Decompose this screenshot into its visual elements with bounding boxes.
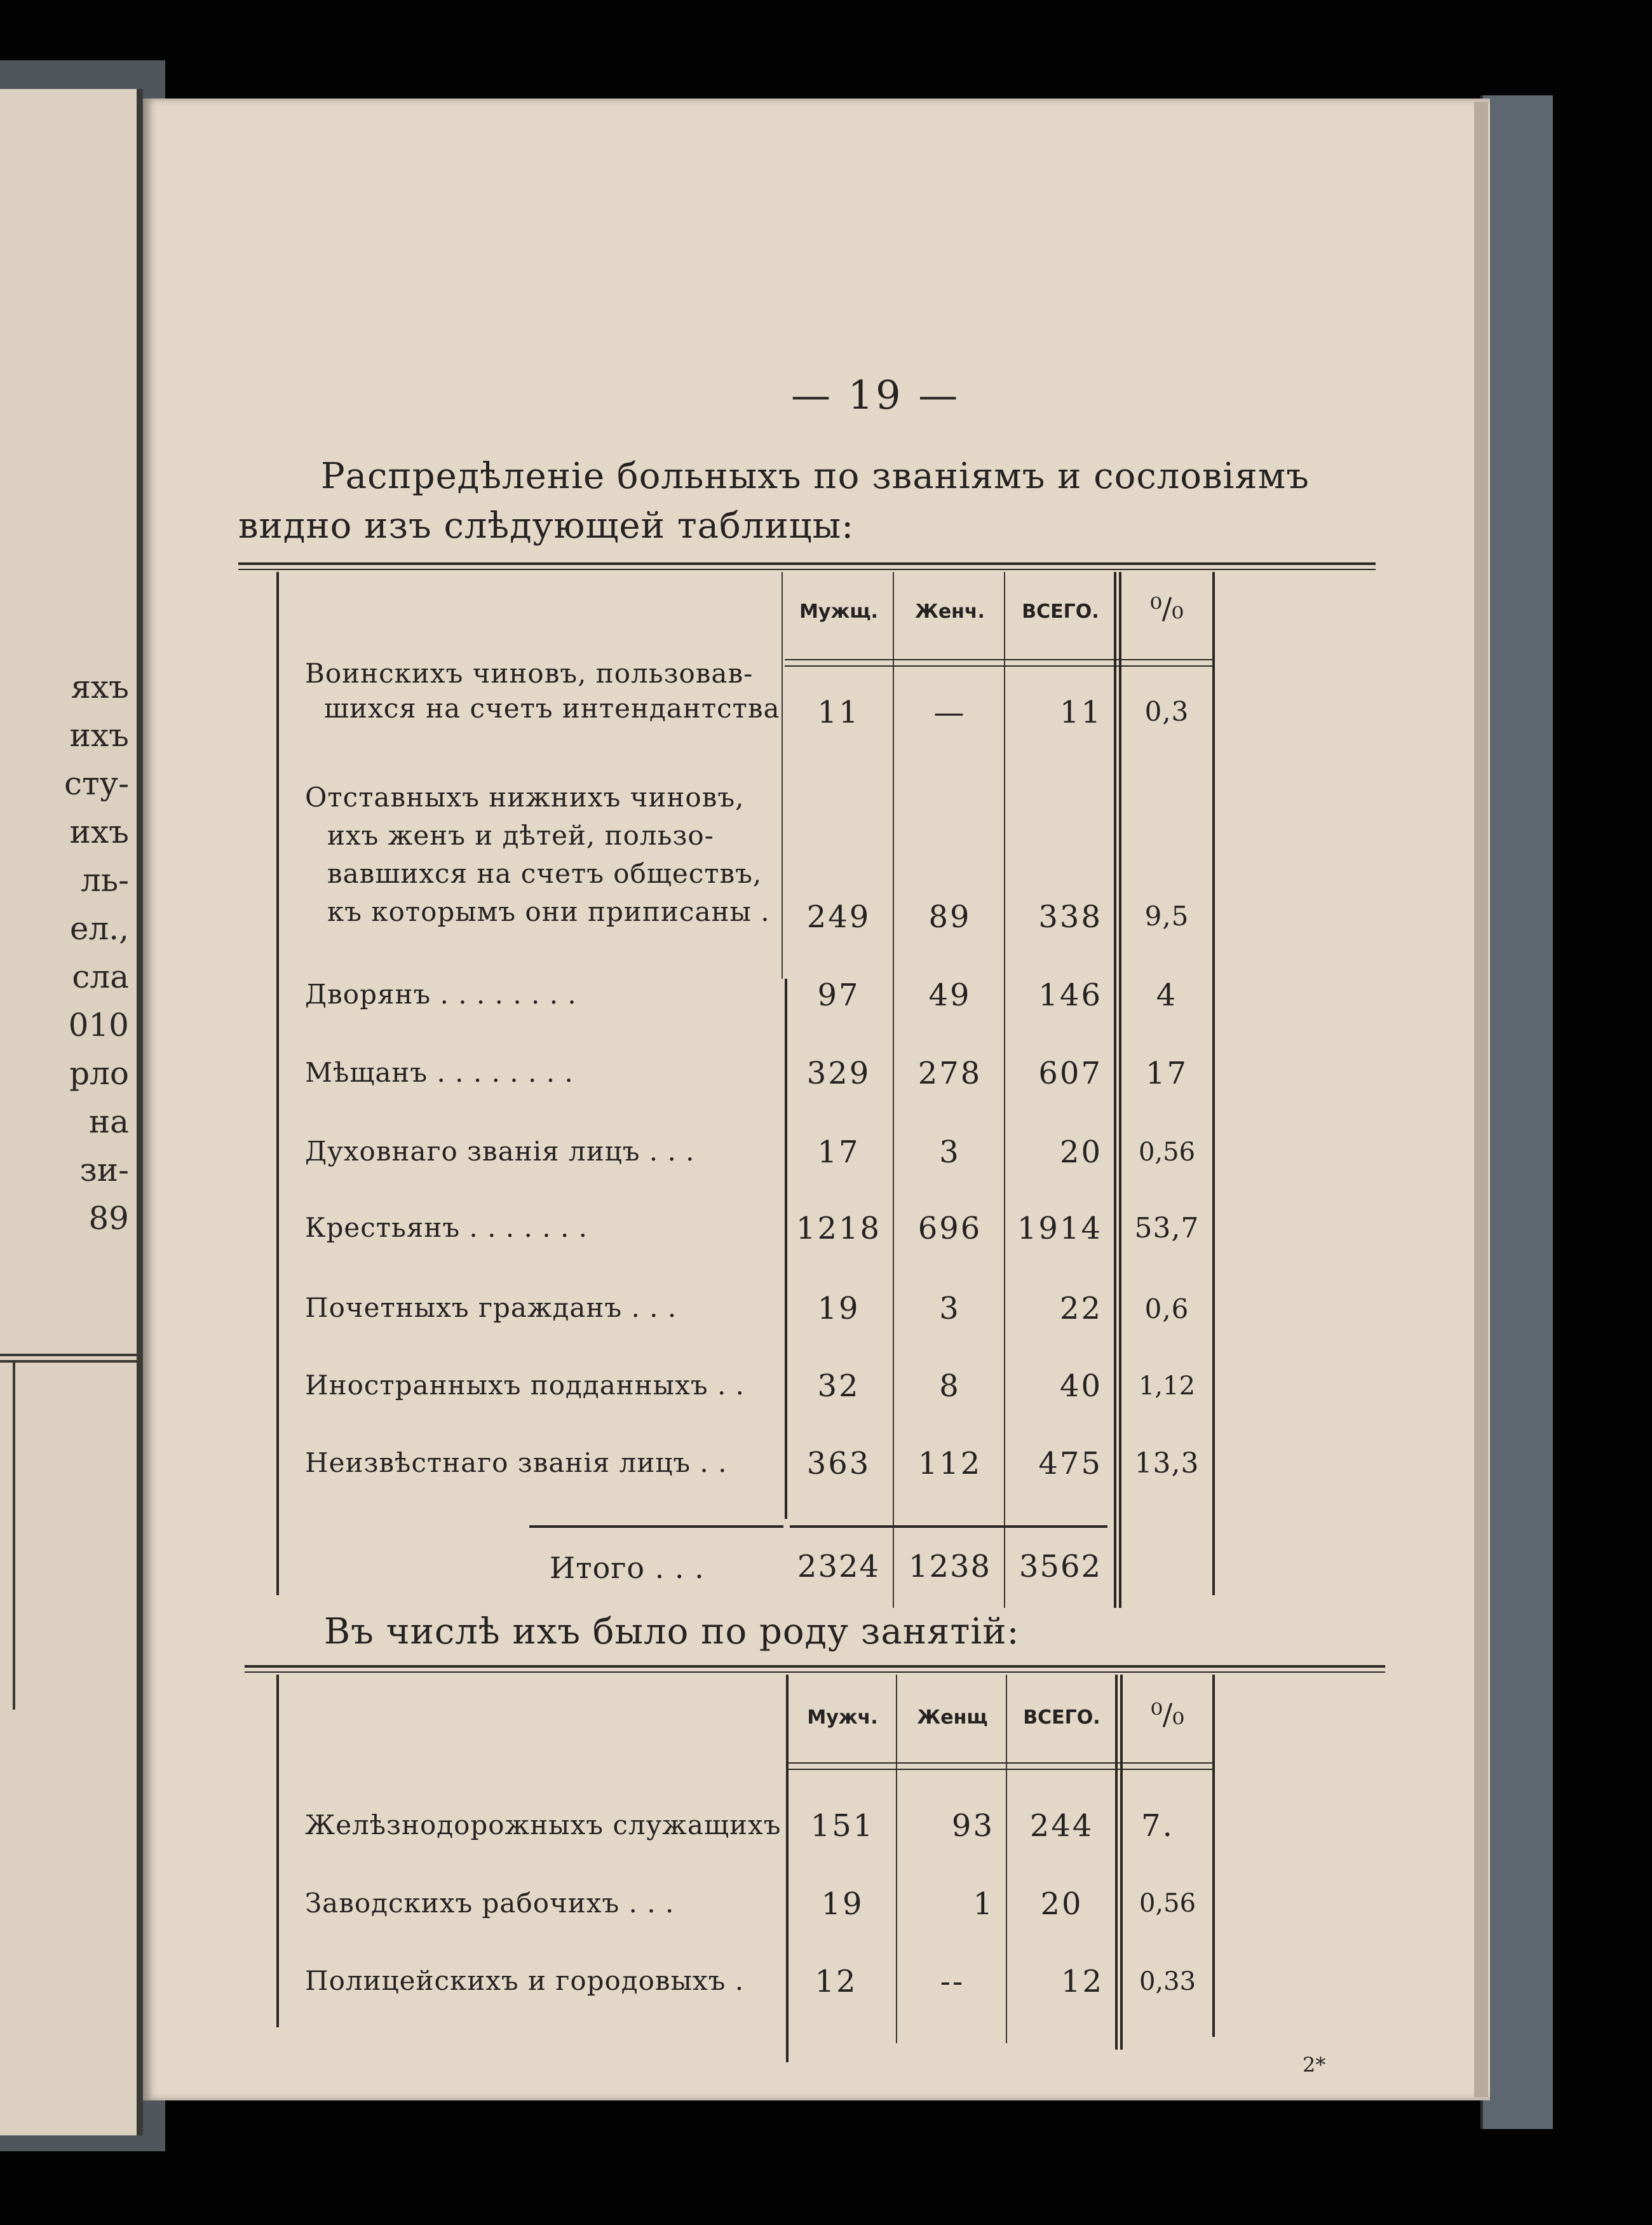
left-page-line: ихъ (69, 813, 129, 850)
table-left-border (276, 572, 279, 1595)
cell-women: 3 (939, 1134, 961, 1170)
cell-men: 12 (815, 1964, 858, 1999)
total-all: 3562 (1019, 1549, 1102, 1584)
table-right-border (1212, 1675, 1215, 2037)
table-top-rule (245, 1665, 1385, 1668)
cell-men: 97 (817, 977, 860, 1013)
left-page-line: 010 (68, 1007, 129, 1044)
cell-women: 93 (951, 1808, 994, 1844)
left-page-line: на (88, 1103, 129, 1140)
column-header-women: Женщ (917, 1706, 988, 1729)
cell-men: 11 (817, 695, 860, 730)
row-label: Крестьянъ . . . . . . . (305, 1212, 588, 1243)
left-page-line: ихъ (69, 717, 129, 754)
cell-percent: 0,56 (1139, 1889, 1196, 1918)
total-rule (529, 1525, 783, 1528)
left-page-table-line (13, 1360, 15, 1710)
cell-total: 607 (1038, 1056, 1102, 1091)
total-rule (790, 1525, 1107, 1528)
page-number: — 19 — (791, 372, 961, 418)
cell-percent: 53,7 (1134, 1212, 1200, 1244)
row-label: къ которымъ они приписаны . (327, 896, 770, 927)
cell-men: 32 (817, 1368, 860, 1404)
left-page-line: яхъ (71, 669, 129, 705)
header-rule (787, 1762, 1213, 1764)
cell-women: 89 (928, 899, 972, 935)
cell-men: 19 (817, 1291, 860, 1326)
table-column-line (1006, 1675, 1007, 2043)
cell-percent: 0,6 (1144, 1293, 1189, 1324)
table-column-line (896, 1675, 897, 2043)
left-page (0, 89, 143, 2135)
cell-men: 151 (810, 1808, 875, 1844)
cell-men: 17 (817, 1134, 860, 1170)
cell-women: — (933, 695, 966, 730)
column-header-total: ВСЕГО. (1023, 1706, 1100, 1729)
signature-mark: 2* (1303, 2053, 1326, 2077)
cell-percent: 7. (1141, 1808, 1174, 1844)
row-label: Почетныхъ гражданъ . . . (305, 1292, 677, 1323)
table-column-line (782, 572, 783, 979)
table-top-rule (245, 1671, 1385, 1673)
left-page-rule (0, 1360, 137, 1363)
cell-total: 22 (1059, 1291, 1102, 1326)
header-rule (785, 665, 1212, 667)
section-title: Въ числѣ ихъ было по роду занятій: (324, 1611, 1020, 1652)
left-page-line: ел., (69, 910, 129, 947)
left-page-line: сла (72, 958, 129, 995)
intro-text-line: Распредѣленіе больныхъ по званіямъ и сословіямъ (321, 456, 1310, 497)
row-label: Отставныхъ нижнихъ чиновъ, (305, 782, 745, 813)
row-label: вавшихся на счетъ обществъ, (327, 858, 762, 889)
cell-total: 475 (1038, 1446, 1102, 1481)
row-label: Дворянъ . . . . . . . . (305, 979, 577, 1010)
table-column-line (1004, 572, 1005, 1608)
cell-total: 1914 (1017, 1211, 1102, 1246)
column-header-men: Мужч. (807, 1706, 878, 1729)
left-page-line: зи- (79, 1152, 129, 1188)
table-column-line (786, 1675, 789, 2062)
table-column-line (1114, 572, 1116, 1608)
table-top-rule (238, 562, 1376, 565)
cell-women: 3 (939, 1291, 961, 1326)
cell-women: 49 (928, 977, 972, 1013)
total-label: Итого . . . (550, 1551, 705, 1585)
row-label: Мѣщанъ . . . . . . . . (305, 1057, 574, 1088)
header-rule (785, 659, 1212, 660)
header-rule (787, 1769, 1213, 1770)
page (143, 99, 1490, 2100)
cell-men: 329 (806, 1056, 871, 1091)
column-header-percent: ⁰/₀ (1150, 591, 1184, 625)
table-column-line (893, 572, 894, 1608)
row-label: шихся на счетъ интендантства (324, 693, 780, 724)
cell-men: 19 (821, 1886, 864, 1922)
cell-men: 1218 (796, 1211, 882, 1246)
table-column-line (1115, 1675, 1118, 2050)
intro-text-line: видно изъ слѣдующей таблицы: (238, 505, 855, 547)
cell-total: 12 (1060, 1964, 1104, 1999)
cell-total: 40 (1059, 1368, 1102, 1404)
row-label: Духовнаго званія лицъ . . . (305, 1136, 695, 1167)
cell-women: 112 (917, 1446, 982, 1481)
cell-total: 11 (1059, 695, 1102, 730)
total-women: 1238 (908, 1549, 992, 1584)
row-label: Иностранныхъ подданныхъ . . (305, 1370, 745, 1401)
cell-percent: 0,3 (1144, 696, 1189, 727)
cell-women: 696 (917, 1211, 982, 1246)
table-right-border (1212, 572, 1215, 1595)
total-men: 2324 (797, 1549, 881, 1584)
left-page-line: рло (69, 1055, 129, 1092)
row-label: Желѣзнодорожныхъ служащихъ (305, 1809, 782, 1841)
left-page-line: 89 (88, 1200, 129, 1237)
cell-percent: 1,12 (1138, 1371, 1196, 1401)
cell-men: 249 (806, 899, 871, 935)
left-page-line: ль- (81, 862, 129, 899)
cell-total: 244 (1029, 1808, 1094, 1844)
cell-men: 363 (806, 1446, 871, 1481)
column-header-total: ВСЕГО. (1022, 601, 1099, 623)
cell-percent: 17 (1145, 1056, 1189, 1091)
page-edge (1474, 102, 1488, 2097)
table-left-border (276, 1675, 279, 2027)
cell-total: 20 (1059, 1134, 1102, 1170)
cell-women: 278 (917, 1056, 982, 1091)
book-cover-right (1480, 95, 1553, 2129)
column-header-women: Женч. (915, 601, 985, 623)
cell-percent: 13,3 (1134, 1447, 1200, 1480)
cell-percent: 4 (1156, 977, 1178, 1013)
row-label: Воинскихъ чиновъ, пользовав- (305, 658, 754, 689)
cell-total: 146 (1038, 977, 1102, 1013)
cell-women: -- (940, 1964, 965, 1999)
row-label: Заводскихъ рабочихъ . . . (305, 1888, 675, 1919)
cell-total: 338 (1038, 899, 1102, 935)
column-header-percent: ⁰/₀ (1151, 1697, 1184, 1731)
row-label: Полицейскихъ и городовыхъ . (305, 1965, 745, 1996)
cell-percent: 0,56 (1138, 1138, 1196, 1167)
left-page-line: сту- (64, 765, 129, 802)
cell-women: 8 (939, 1368, 961, 1404)
row-label: ихъ женъ и дѣтей, пользо- (327, 820, 714, 851)
row-label: Неизвѣстнаго званія лицъ . . (305, 1447, 728, 1478)
cell-percent: 9,5 (1144, 901, 1189, 932)
left-page-rule (0, 1354, 137, 1356)
table-top-rule (238, 569, 1376, 570)
cell-women: 1 (973, 1886, 994, 1922)
cell-total: 20 (1040, 1886, 1083, 1922)
column-header-men: Мужщ. (799, 601, 878, 623)
cell-percent: 0,33 (1139, 1967, 1196, 1996)
